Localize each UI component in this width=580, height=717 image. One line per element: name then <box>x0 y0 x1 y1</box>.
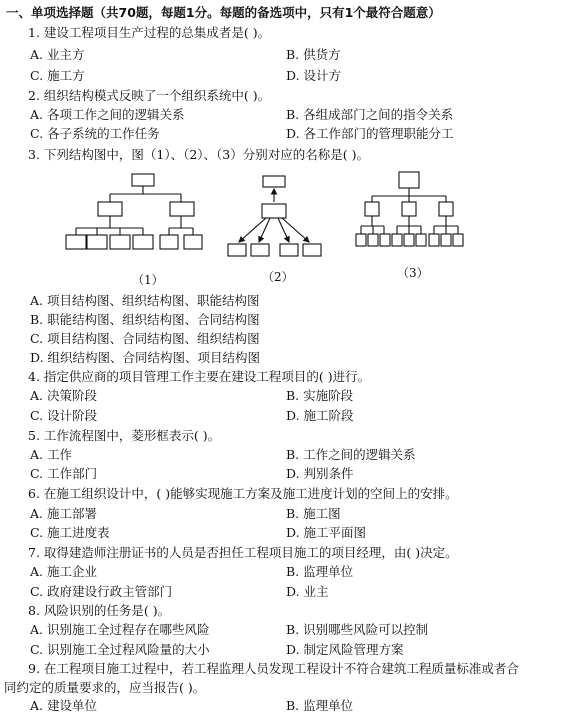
question-5-option-a: A. 工作 <box>30 447 72 462</box>
question-8-stem: 8. 风险识别的任务是( )。 <box>28 603 171 618</box>
question-2-option-b: B. 各组成部门之间的指令关系 <box>286 107 454 122</box>
question-3-option-a: A. 项目结构图、组织结构图、职能结构图 <box>30 293 260 308</box>
diagram-3-tree <box>356 172 463 246</box>
question-3-stem: 3. 下列结构图中，图（1）、（2）、（3）分别对应的名称是( )。 <box>28 147 369 162</box>
question-2-stem: 2. 组织结构模式反映了一个组织系统中( )。 <box>28 88 271 103</box>
question-9-option-b: B. 监理单位 <box>286 698 354 713</box>
question-8-option-d: D. 制定风险管理方案 <box>286 642 404 657</box>
question-6-stem: 6. 在施工组织设计中，( )能够实现施工方案及施工进度计划的空间上的安排。 <box>28 486 458 501</box>
question-7-option-c: C. 政府建设行政主管部门 <box>30 584 173 599</box>
question-9-stem-line-2: 同约定的质量要求的，应当报告( )。 <box>4 680 206 695</box>
question-6-option-a: A. 施工部署 <box>30 506 97 521</box>
question-3-option-b: B. 职能结构图、组织结构图、合同结构图 <box>30 312 260 327</box>
question-4-option-b: B. 实施阶段 <box>286 388 354 403</box>
question-6-option-d: D. 施工平面图 <box>286 525 367 540</box>
question-6-option-b: B. 施工图 <box>286 506 341 521</box>
question-4-option-d: D. 施工阶段 <box>286 408 354 423</box>
question-5-option-b: B. 工作之间的逻辑关系 <box>286 447 416 462</box>
question-1-option-d: D. 设计方 <box>286 68 342 83</box>
section-title: 一、单项选择题（共70题，每题1分。每题的备选项中，只有1个最符合题意） <box>6 5 441 20</box>
question-1-option-a: A. 业主方 <box>30 47 85 62</box>
question-4-stem: 4. 指定供应商的项目管理工作主要在建设工程项目的( )进行。 <box>28 369 371 384</box>
diagram-2-hub <box>228 176 321 256</box>
question-3-option-c: C. 项目结构图、合同结构图、组织结构图 <box>30 331 260 346</box>
question-3-option-d: D. 组织结构图、合同结构图、项目结构图 <box>30 350 261 365</box>
question-2-option-c: C. 各子系统的工作任务 <box>30 126 160 141</box>
diagram-1-tree <box>66 174 202 249</box>
diagram-2-caption: （2） <box>262 270 294 284</box>
question-7-option-a: A. 施工企业 <box>30 564 97 579</box>
question-8-option-c: C. 识别施工全过程风险量的大小 <box>30 642 210 657</box>
question-5-option-d: D. 判别条件 <box>286 466 354 481</box>
diagram-1-caption: （1） <box>132 273 164 287</box>
question-7-option-d: D. 业主 <box>286 584 329 599</box>
question-1-option-c: C. 施工方 <box>30 68 85 83</box>
question-9-stem-line-1: 9. 在工程项目施工过程中，若工程监理人员发现工程设计不符合建筑工程质量标准或者合 <box>28 661 519 676</box>
question-1-option-b: B. 供货方 <box>286 47 341 62</box>
question-4-option-c: C. 设计阶段 <box>30 408 98 423</box>
question-2-option-a: A. 各项工作之间的逻辑关系 <box>30 107 185 122</box>
question-2-option-d: D. 各工作部门的管理职能分工 <box>286 126 454 141</box>
question-5-option-c: C. 工作部门 <box>30 466 98 481</box>
structure-diagrams <box>0 168 580 280</box>
question-7-stem: 7. 取得建造师注册证书的人员是否担任工程项目施工的项目经理，由( )决定。 <box>28 545 458 560</box>
question-5-stem: 5. 工作流程图中，菱形框表示( )。 <box>28 428 221 443</box>
question-1-stem: 1. 建设工程项目生产过程的总集成者是( )。 <box>28 25 271 40</box>
question-9-option-a: A. 建设单位 <box>30 698 97 713</box>
question-6-option-c: C. 施工进度表 <box>30 525 110 540</box>
diagram-3-caption: （3） <box>397 266 429 280</box>
question-7-option-b: B. 监理单位 <box>286 564 354 579</box>
question-8-option-a: A. 识别施工全过程存在哪些风险 <box>30 622 210 637</box>
question-8-option-b: B. 识别哪些风险可以控制 <box>286 622 429 637</box>
question-4-option-a: A. 决策阶段 <box>30 388 97 403</box>
